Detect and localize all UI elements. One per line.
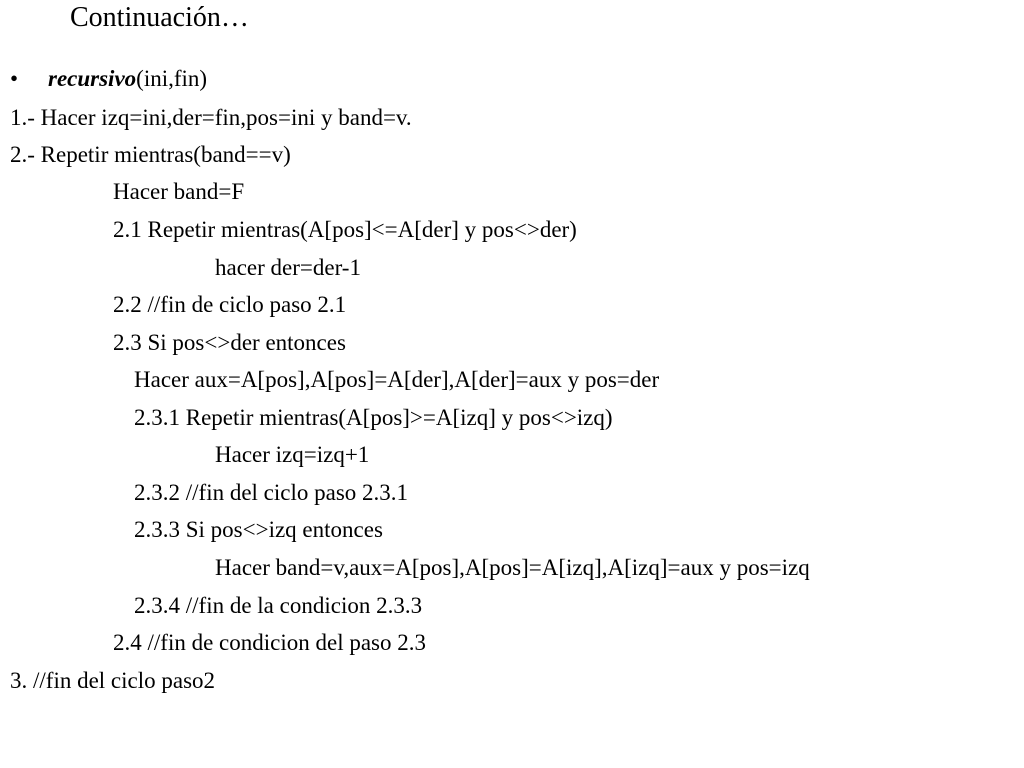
bullet-icon: • bbox=[10, 66, 19, 91]
step-line: Hacer izq=izq+1 bbox=[215, 442, 370, 467]
step-line: 2.3.1 Repetir mientras(A[pos]>=A[izq] y pos<>izq) bbox=[134, 405, 613, 430]
step-line: 2.- Repetir mientras(band==v) bbox=[10, 142, 291, 167]
step-line: 2.4 //fin de condicion del paso 2.3 bbox=[113, 630, 426, 655]
function-params: (ini,fin) bbox=[136, 66, 208, 91]
step-line: 2.3.3 Si pos<>izq entonces bbox=[134, 517, 383, 542]
slide-title: Continuación… bbox=[70, 2, 249, 33]
step-line: Hacer aux=A[pos],A[pos]=A[der],A[der]=aux y pos=der bbox=[134, 367, 660, 392]
step-line: 2.3 Si pos<>der entonces bbox=[113, 330, 346, 355]
function-name: recursivo bbox=[48, 66, 137, 91]
step-line: 3. //fin del ciclo paso2 bbox=[10, 668, 216, 693]
step-line: 2.3.4 //fin de la condicion 2.3.3 bbox=[134, 593, 423, 618]
algorithm-heading bbox=[48, 65, 207, 93]
step-line: 2.1 Repetir mientras(A[pos]<=A[der] y pos<>der) bbox=[113, 217, 577, 242]
step-line: Hacer band=F bbox=[113, 179, 245, 204]
step-line: hacer der=der-1 bbox=[215, 255, 361, 280]
step-line: 2.2 //fin de ciclo paso 2.1 bbox=[113, 292, 347, 317]
step-line: 1.- Hacer izq=ini,der=fin,pos=ini y band=v. bbox=[10, 105, 412, 130]
step-line: Hacer band=v,aux=A[pos],A[pos]=A[izq],A[izq]=aux y pos=izq bbox=[215, 555, 810, 580]
step-line: 2.3.2 //fin del ciclo paso 2.3.1 bbox=[134, 480, 409, 505]
